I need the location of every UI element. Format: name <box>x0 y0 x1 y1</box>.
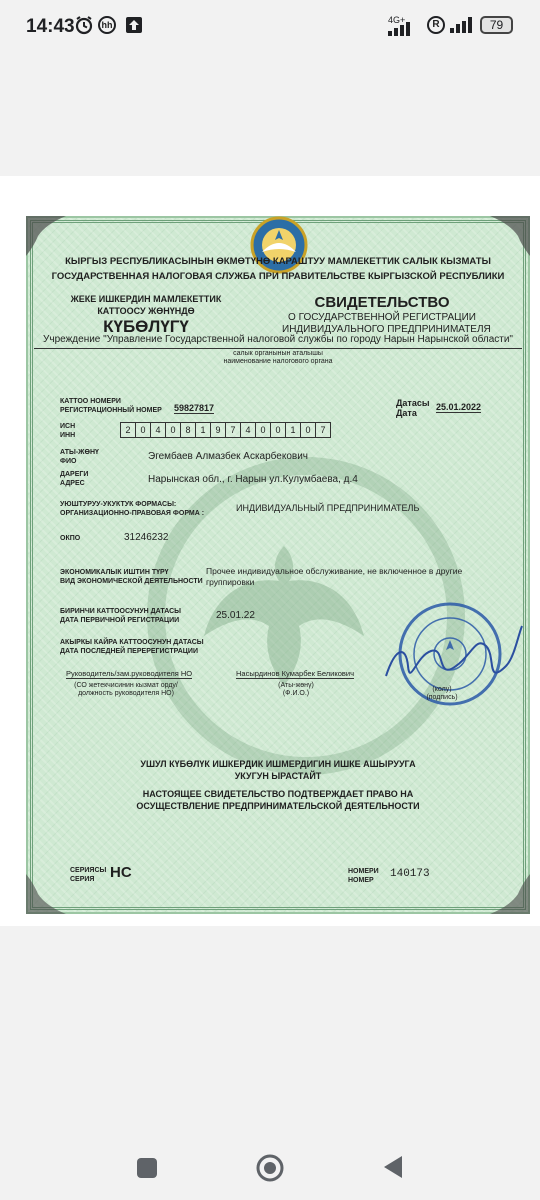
alarm-icon <box>74 15 94 35</box>
inn-digit: 4 <box>150 422 166 438</box>
back-icon[interactable] <box>382 1154 404 1180</box>
battery-indicator <box>480 16 513 34</box>
inn-digit: 0 <box>135 422 151 438</box>
left-title-3: КҮБӨЛҮГҮ <box>103 317 189 336</box>
okpo-value: 31246232 <box>124 532 169 543</box>
head-name-caption-1: (Аты-жөнү) <box>278 682 314 689</box>
institution-caption-2: наименование налогового органа <box>223 358 333 365</box>
number-label-2: НОМЕР <box>348 877 374 884</box>
series-label-1: СЕРИЯСЫ <box>70 867 107 874</box>
reg-label-2: РЕГИСТРАЦИОННЫЙ НОМЕР <box>60 407 162 414</box>
first-reg-label-1: БИРИНЧИ КАТТООСУНУН ДАТАСЫ <box>60 608 182 615</box>
rights-ru-1: НАСТОЯЩЕЕ СВИДЕТЕЛЬСТВО ПОДТВЕРЖДАЕТ ПРАВО НА <box>142 789 414 799</box>
inn-label-2: ИНН <box>60 432 76 439</box>
certificate-image[interactable] <box>26 216 530 914</box>
r-badge <box>427 16 445 34</box>
head-role-caption-2: должность руководителя НО) <box>78 690 174 697</box>
network-type: 4G+ <box>388 15 406 25</box>
header-ky: КЫРГЫЗ РЕСПУБЛИКАСЫНЫН ӨКМӨТҮНӨ КАРАШТУУ МАМЛЕКЕТТИК САЛЫК КЫЗМАТЫ <box>65 256 491 267</box>
inn-digit: 0 <box>255 422 271 438</box>
inn-digit: 9 <box>210 422 226 438</box>
inn-digit: 2 <box>120 422 136 438</box>
right-title-2: О ГОСУДАРСТВЕННОЙ РЕГИСТРАЦИИ <box>288 312 476 323</box>
inn-digit: 7 <box>225 422 241 438</box>
hh-badge <box>98 16 116 34</box>
number-value: 140173 <box>390 868 430 880</box>
inn-digit: 1 <box>195 422 211 438</box>
recent-apps-icon[interactable] <box>137 1158 157 1178</box>
name-label-2: ФИО <box>60 458 77 465</box>
form-label-2: ОРГАНИЗАЦИОННО-ПРАВОВАЯ ФОРМА : <box>60 510 205 517</box>
number-label-1: НОМЕРИ <box>348 868 379 875</box>
inn-digit: 4 <box>240 422 256 438</box>
series-label-2: СЕРИЯ <box>70 876 95 883</box>
right-title-3: ИНДИВИДУАЛЬНОГО ПРЕДПРИНИМАТЕЛЯ <box>282 324 491 335</box>
form-value: ИНДИВИДУАЛЬНЫЙ ПРЕДПРИНИМАТЕЛЬ <box>236 503 420 513</box>
inn-digit: 8 <box>180 422 196 438</box>
date-label-2: Дата <box>396 408 417 418</box>
r-badge-label: R <box>432 19 440 30</box>
status-time: 14:43 <box>26 16 75 37</box>
corner-ornament-icon <box>490 216 530 256</box>
name-label-1: АТЫ-ЖӨНҮ <box>60 449 99 456</box>
left-title-1: ЖЕКЕ ИШКЕРДИН МАМЛЕКЕТТИК <box>70 294 222 304</box>
activity-label-2: ВИД ЭКОНОМИЧЕСКОЙ ДЕЯТЕЛЬНОСТИ <box>60 578 203 585</box>
address-label-2: АДРЕС <box>60 480 85 487</box>
battery-level: 79 <box>489 18 504 32</box>
last-rereg-label-2: ДАТА ПОСЛЕДНЕЙ ПЕРЕРЕГИСТРАЦИИ <box>60 648 198 655</box>
inn-digit: 7 <box>315 422 331 438</box>
inn-digit: 1 <box>285 422 301 438</box>
inn-digit: 0 <box>300 422 316 438</box>
signature-caption-1: (колу) <box>432 686 452 693</box>
date-value: 25.01.2022 <box>436 402 482 412</box>
rights-ru-2: ОСУЩЕСТВЛЕНИЕ ПРЕДПРИНИМАТЕЛЬСКОЙ ДЕЯТЕЛЬНОСТИ <box>136 801 420 811</box>
institution-underline <box>34 348 522 349</box>
head-role-caption-1: (СО жетекчисинин кызмат орду/ <box>74 682 178 689</box>
okpo-label: ОКПО <box>60 535 81 542</box>
first-reg-label-2: ДАТА ПЕРВИЧНОЙ РЕГИСТРАЦИИ <box>60 617 180 624</box>
signature-caption-2: (подпись) <box>426 694 458 701</box>
navigation-bar <box>0 1134 540 1200</box>
inn-digit: 0 <box>165 422 181 438</box>
address-label-1: ДАРЕГИ <box>60 471 89 478</box>
activity-label-1: ЭКОНОМИКАЛЫК ИШТИН ТҮРҮ <box>60 569 169 576</box>
address-value: Нарынская обл., г. Нарын ул.Кулумбаева, д.4 <box>148 474 358 485</box>
inn-label-1: ИСН <box>60 423 76 430</box>
home-icon[interactable] <box>256 1154 284 1182</box>
header-ru: ГОСУДАРСТВЕННАЯ НАЛОГОВАЯ СЛУЖБА ПРИ ПРАВИТЕЛЬСТВЕ КЫРГЫЗСКОЙ РЕСПУБЛИКИ <box>51 271 505 282</box>
rights-ky-2: УКУГУН ЫРАСТАЙТ <box>234 771 322 781</box>
reg-label-1: КАТТОО НОМЕРИ <box>60 398 121 405</box>
status-bar <box>0 0 540 52</box>
date-label-1: Датасы <box>396 398 430 408</box>
first-reg-value: 25.01.22 <box>216 610 255 621</box>
signal-icon-2 <box>450 17 476 33</box>
name-value: Эгембаев Алмазбек Аскарбекович <box>148 451 309 462</box>
upload-icon <box>124 15 144 35</box>
activity-value-1: Прочее индивидуальное обслуживание, не включенное в другие <box>206 566 463 576</box>
inn-digit: 0 <box>270 422 286 438</box>
head-role: Руководитель/зам.руководителя НО <box>66 669 193 678</box>
rights-ky-1: УШУЛ КҮБӨЛҮК ИШКЕРДИК ИШМЕРДИГИН ИШКЕ АШЫРУУГА <box>140 759 416 769</box>
corner-ornament-icon <box>490 874 530 914</box>
corner-ornament-icon <box>26 874 66 914</box>
last-rereg-label-1: АКЫРКЫ КАЙРА КАТТООСУНУН ДАТАСЫ <box>60 639 204 646</box>
corner-ornament-icon <box>26 216 66 256</box>
signal-icon <box>388 22 418 36</box>
reg-number: 59827817 <box>174 403 215 413</box>
head-name: Насырдинов Кумарбек Беликович <box>236 669 354 678</box>
institution-caption-1: салык органынын аталышы <box>233 350 323 357</box>
head-name-caption-2: (Ф.И.О.) <box>282 690 310 697</box>
left-title-2: КАТТООСУ ЖӨНҮНДӨ <box>97 306 195 316</box>
right-title-1: СВИДЕТЕЛЬСТВО <box>314 294 450 311</box>
institution-name: Учреждение "Управление Государственной налоговой службы по городу Нарын Нарынской области" <box>43 334 513 345</box>
form-label-1: УЮШТУРУУ-УКУКТУК ФОРМАСЫ: <box>60 501 177 508</box>
series-value: НС <box>110 864 132 881</box>
activity-value-2: группировки <box>206 577 255 587</box>
hh-badge-label: hh <box>101 20 113 30</box>
